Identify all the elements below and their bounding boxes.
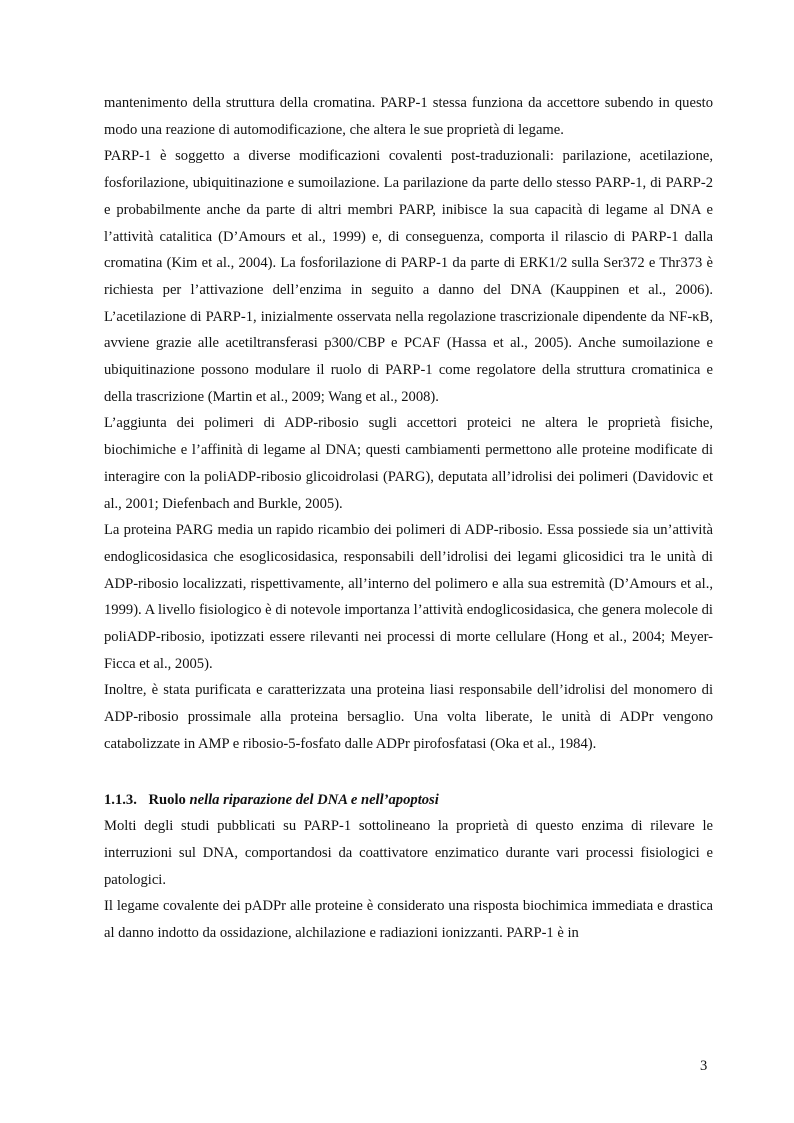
paragraph-covalent-binding: Il legame covalente dei pADPr alle proteine è considerato una risposta biochimica immediata e drastica al danno indotto da ossidazione, alchilazione e radiazioni ionizzanti. PARP-1 è in xyxy=(104,898,713,942)
section-title-italic: nella riparazione del DNA e nell’apoptosi xyxy=(189,791,439,808)
section-title-plain: Ruolo xyxy=(148,791,186,808)
paragraph-chromatin-continuation: mantenimento della struttura della cromatina. PARP-1 stessa funziona da accettore subendo in questo modo una reazione di automodificazione, che altera le sue proprietà di legame. xyxy=(104,95,713,138)
page-body xyxy=(104,90,713,947)
paragraph-adp-ribose-polymers: L’aggiunta dei polimeri di ADP-ribosio sugli accettori proteici ne altera le proprietà fisiche, biochimiche e l’affinità di legame al DNA; questi cambiamenti permettono alle proteine modificate di interagire con la poliADP-ribosio glicoidrolasi (PARG), deputata all’idrolisi dei polimeri (Davidovic et al., 2001; Diefenbach and Burkle, 2005). xyxy=(104,415,713,512)
paragraph-parg: La proteina PARG media un rapido ricambio dei polimeri di ADP-ribosio. Essa possiede sia un’attività endoglicosidasica che esoglicosidasica, responsabili dell’idrolisi dei legami glicosidici tra le unità di ADP-ribosio localizzati, rispettivamente, all’interno del polimero e alla sua estremità (D’Amours et al., 1999). A livello fisiologico è di notevole importanza l’attività endoglicosidasica, che genera molecole di poliADP-ribosio, ipotizzati essere rilevanti nei processi di morte cellulare (Hong et al., 2004; Meyer-Ficca et al., 2005). xyxy=(104,522,713,672)
paragraph-post-translational-modifications: PARP-1 è soggetto a diverse modificazioni covalenti post-traduzionali: parilazione, acetilazione, fosforilazione, ubiquitinazione e sumoilazione. La parilazione da parte dello stesso PARP-1, di PARP-2 e probabilmente anche da parte di altri membri PARP, inibisce la sua capacità di legame al DNA e l’attività catalitica (D’Amours et al., 1999) e, di conseguenza, comporta il rilascio di PARP-1 dalla cromatina (Kim et al., 2004). La fosforilazione di PARP-1 da parte di ERK1/2 sulla Ser372 e Thr373 è richiesta per l’attivazione dell’enzima in seguito a danno del DNA (Kauppinen et al., 2006). L’acetilazione di PARP-1, inizialmente osservata nella regolazione trascrizionale dipendente da NF-κB, avviene grazie alle acetiltransferasi p300/CBP e PCAF (Hassa et al., 2005). Anche sumoilazione e ubiquitinazione possono modulare il ruolo di PARP-1 come regolatore della struttura cromatinica e della trascrizione (Martin et al., 2009; Wang et al., 2008). xyxy=(104,148,713,405)
paragraph-dna-break-detection: Molti degli studi pubblicati su PARP-1 sottolineano la proprietà di questo enzima di rilevare le interruzioni sul DNA, comportandosi da coattivatore enzimatico durante vari processi fisiologici e patologici. xyxy=(104,818,713,888)
page-number: 3 xyxy=(700,1058,708,1074)
section-number: 1.1.3. xyxy=(104,791,137,808)
paragraph-lyase: Inoltre, è stata purificata e caratterizzata una proteina liasi responsabile dell’idrolisi del monomero di ADP-ribosio prossimale alla proteina bersaglio. Una volta liberate, le unità di ADPr vengono catabolizzate in AMP e ribosio-5-fosfato dalle ADPr pirofosfatasi (Oka et al., 1984). xyxy=(104,682,713,752)
section-heading xyxy=(104,787,713,814)
